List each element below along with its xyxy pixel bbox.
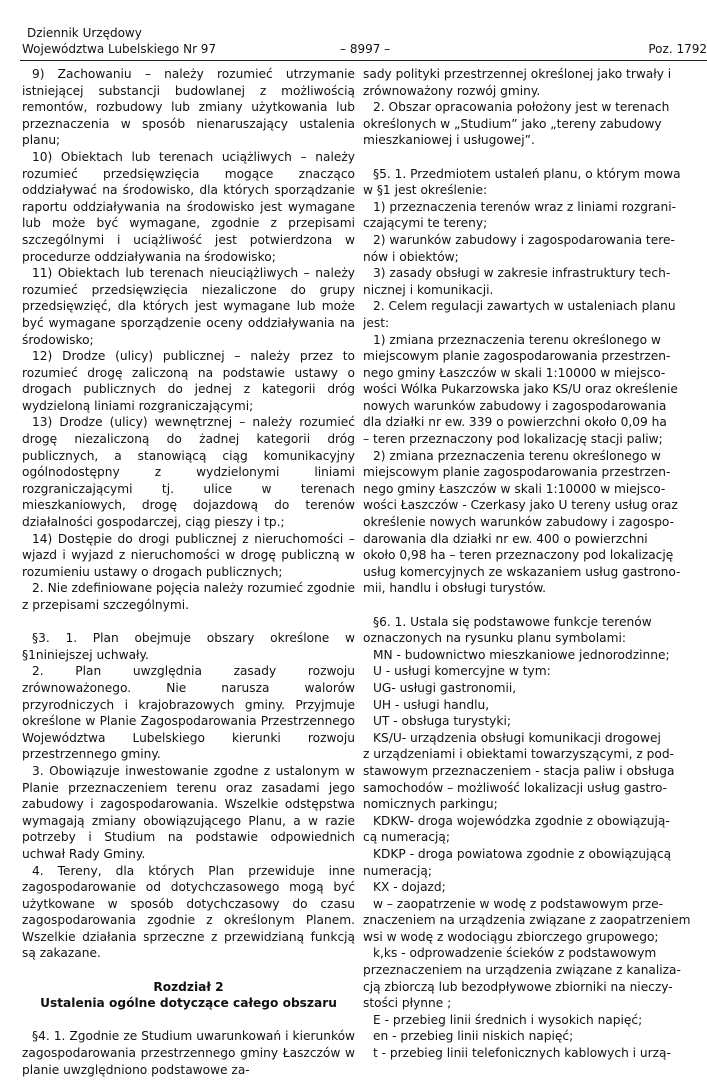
text-line: 1) przeznaczenia terenów wraz z liniami rozgrani- bbox=[373, 199, 676, 214]
text-line: en - przebieg linii niskich napięć; bbox=[373, 1029, 574, 1044]
text-line: KDKW- droga wojewódzka zgodnie z obowiązują- bbox=[373, 813, 670, 828]
definition-paragraph: 11) Obiektach lub terenach nieuciążliwych – należy rozumieć przedsięwzięcia niezaliczone do grupy przedsięwzięć, dla których jest wymagane lub może być wymagane sporządzenie oceny oddziaływania na środowisko; bbox=[22, 266, 355, 347]
page-header bbox=[0, 0, 707, 60]
blank-line bbox=[363, 149, 707, 166]
header-divider bbox=[20, 60, 707, 61]
text-line: U - usługi komercyjne w tym: bbox=[373, 664, 551, 679]
text-line: nów i obiektów; bbox=[363, 249, 459, 264]
text-line: KX - dojazd; bbox=[373, 880, 446, 895]
left-column bbox=[22, 66, 355, 1089]
text-line: w §1 jest określenie: bbox=[363, 183, 488, 198]
text-line: znaczeniem na urządzenia związane z zaopatrzeniem bbox=[363, 913, 691, 928]
text-line: przeznaczeniem na urządzenia związane z kanaliza- bbox=[363, 963, 681, 978]
text-line: nowych warunków zabudowy i zagospodarowania bbox=[363, 398, 667, 413]
text-line: MN - budownictwo mieszkaniowe jednorodzinne; bbox=[373, 647, 670, 662]
text-line: stości płynne ; bbox=[363, 996, 452, 1011]
text-line: wości Wólka Pukarzowska jako KS/U oraz określenie bbox=[363, 382, 678, 397]
text-line: nomicznych parkingu; bbox=[363, 797, 498, 812]
text-line: darowania dla działki nr ew. 400 o powierzchni bbox=[363, 531, 648, 546]
text-line: około 0,98 ha – teren przeznaczony pod lokalizację bbox=[363, 548, 674, 563]
paragraph: 2. Plan uwzględnia zasady rozwoju zrównoważonego. Nie narusza walorów przyrodniczych i krajobrazowych gminy. Przyjmuje określone w Planie Zagospodarowania Przestrzennego Województwa Lubelskiego kierunki rozwoju przestrzennego gminy. bbox=[22, 664, 355, 762]
text-line: UH - usługi handlu, bbox=[373, 697, 490, 712]
right-column bbox=[363, 66, 707, 1089]
text-line: wości Łaszczów - Czerkasy jako U tereny usług oraz bbox=[363, 498, 678, 513]
text-line: w – zaopatrzenie w wodę z podstawowym prze- bbox=[373, 896, 664, 911]
text-line: oznaczonych na rysunku planu symbolami: bbox=[363, 631, 626, 646]
text-line: 2. Obszar opracowania położony jest w terenach bbox=[373, 100, 670, 115]
definition-paragraph: 10) Obiektach lub terenach uciążliwych – należy rozumieć przedsięwzięcia mogące znacząco oddziaływać na środowisko, dla których sporządzanie raportu oddziaływania na środowisko jest wymagane lub może być wymagane, zgodnie z przepisami szczególnymi i uciążliwość jest potwierdzona w procedurze oddziaływania na środowisko; bbox=[22, 149, 355, 264]
text-line: miejscowym planie zagospodarowania przestrzen- bbox=[363, 349, 671, 364]
section-paragraph: §4. 1. Zgodnie ze Studium uwarunkowań i kierunków zagospodarowania przestrzennego gminy Łaszczów w planie uwzględniono podstawowe za- bbox=[22, 1029, 355, 1077]
definition-paragraph: 13) Drodze (ulicy) wewnętrznej – należy rozumieć drogę niezaliczoną do żadnej kategorii dróg publicznych, a stanowiącą ciąg komunikacyjny ogólnodostępny z wydzielonymi liniami rozgraniczającymi tj. ulice w terenach mieszkaniowych, drogę dojazdową do terenów działalności gospodarczej, ciąg pieszy i tp.; bbox=[22, 415, 355, 530]
text-line: nicznej i komunikacji. bbox=[363, 282, 494, 297]
definition-paragraph: 14) Dostępie do drogi publicznej z nieruchomości – wjazd i wyjazd z nieruchomości w drogę publiczną w rozumieniu ustawy o drogach publicznych; bbox=[22, 531, 355, 579]
text-line: UG- usługi gastronomii, bbox=[373, 680, 517, 695]
text-line: stawowym przeznaczeniem - stacja paliw i obsługa bbox=[363, 763, 675, 778]
paragraph: 2. Nie zdefiniowane pojęcia należy rozumieć zgodnie z przepisami szczególnymi. bbox=[22, 581, 355, 612]
text-line: jest: bbox=[363, 315, 390, 330]
text-line: dla działki nr ew. 339 o powierzchni około 0,09 ha bbox=[363, 415, 667, 430]
journal-title-line1: Dziennik Urzędowy bbox=[27, 26, 142, 40]
text-line: k,ks - odprowadzenie ścieków z podstawowym bbox=[373, 946, 657, 961]
text-line: wsi w wodę z wodociągu zbiorczego grupowego; bbox=[363, 929, 659, 944]
text-line: E - przebieg linii średnich i wysokich napięć; bbox=[373, 1012, 643, 1027]
chapter-title: Rozdział 2 bbox=[153, 979, 224, 994]
text-line: 1) zmiana przeznaczenia terenu określonego w bbox=[373, 332, 661, 347]
text-line: cą numeracją; bbox=[363, 830, 451, 845]
blank-line bbox=[363, 597, 707, 614]
text-line: mii, handlu i obsługi turystów. bbox=[363, 581, 547, 596]
definition-paragraph: 12) Drodze (ulicy) publicznej – należy przez to rozumieć drogę zaliczoną na podstawie ustawy o drogach publicznych do jednej z kategorii dróg wydzieloną liniami rozgraniczającymi; bbox=[22, 349, 355, 413]
text-line: KDKP - droga powiatowa zgodnie z obowiązującą bbox=[373, 846, 672, 861]
definition-paragraph: 9) Zachowaniu – należy rozumieć utrzymanie istniejącej substancji budowlanej z możliwością remontów, rozbudowy lub zmiany użytkowania lub przeznaczenia w sposób nienaruszający ustalenia planu; bbox=[22, 67, 355, 148]
text-line: 2) zmiana przeznaczenia terenu określonego w bbox=[373, 448, 661, 463]
page-number: – 8997 – bbox=[340, 42, 391, 56]
text-line: nego gminy Łaszczów w skali 1:10000 w miejsco- bbox=[363, 481, 666, 496]
text-line: zrównoważony rozwój gminy. bbox=[363, 83, 541, 98]
paragraph: 3. Obowiązuje inwestowanie zgodne z ustalonym w Planie przeznaczeniem terenu oraz zasadami jego zabudowy i zagospodarowania. Wszelkie odstępstwa wymagają zmiany obowiązującego Planu, a w razie potrzeby i Studium na podstawie odpowiednich uchwał Rady Gminy. bbox=[22, 763, 355, 861]
text-line: z urządzeniami i obiektami towarzyszącymi, z pod- bbox=[363, 747, 675, 762]
text-line: miejscowym planie zagospodarowania przestrzen- bbox=[363, 465, 671, 480]
text-line: określonych w „Studium” jako „tereny zabudowy bbox=[363, 116, 662, 131]
section-paragraph: §3. 1. Plan obejmuje obszary określone w §1niniejszej uchwały. bbox=[22, 631, 355, 662]
text-line: – teren przeznaczony pod lokalizację stacji paliw; bbox=[363, 432, 663, 447]
text-line: mieszkaniowej i usługowej”. bbox=[363, 133, 535, 148]
text-line: numeracją; bbox=[363, 863, 432, 878]
text-line: 2. Celem regulacji zawartych w ustaleniach planu bbox=[373, 299, 676, 314]
text-line: UT - obsługa turystyki; bbox=[373, 714, 511, 729]
text-line: samochodów – możliwość lokalizacji usług gastro- bbox=[363, 780, 668, 795]
text-line: określenie nowych warunków zabudowy i zagospo- bbox=[363, 515, 675, 530]
journal-title-line2: Województwa Lubelskiego Nr 97 bbox=[22, 42, 217, 56]
text-line: §6. 1. Ustala się podstawowe funkcje terenów bbox=[373, 614, 652, 629]
text-line: 3) zasady obsługi w zakresie infrastruktury tech- bbox=[373, 266, 671, 281]
text-line: 2) warunków zabudowy i zagospodarowania tere- bbox=[373, 232, 675, 247]
text-line: czającymi te tereny; bbox=[363, 216, 488, 231]
paragraph: 4. Tereny, dla których Plan przewiduje inne zagospodarowanie od dotychczasowego mogą być użytkowane w sposób dotychczasowy do czasu zagospodarowania zgodnie z określonym Planem. Wszelkie działania sprzeczne z przewidzianą funkcją są zakazane. bbox=[22, 863, 355, 961]
text-line: usług komercyjnych ze wskazaniem usług gastrono- bbox=[363, 564, 681, 579]
chapter-subtitle: Ustalenia ogólne dotyczące całego obszaru bbox=[40, 996, 337, 1011]
text-line: §5. 1. Przedmiotem ustaleń planu, o którym mowa bbox=[373, 166, 681, 181]
text-line: t - przebieg linii telefonicznych kablowych i urzą- bbox=[373, 1046, 671, 1061]
text-line: cją zbiorczą lub bezodpływowe zbiorniki na nieczy- bbox=[363, 979, 673, 994]
text-line: sady polityki przestrzennej określonej jako trwały i bbox=[363, 67, 672, 81]
text-line: KS/U- urządzenia obsługi komunikacji drogowej bbox=[373, 730, 661, 745]
text-line: nego gminy Łaszczów w skali 1:10000 w miejsco- bbox=[363, 365, 666, 380]
position-number: Poz. 1792 bbox=[648, 42, 707, 56]
